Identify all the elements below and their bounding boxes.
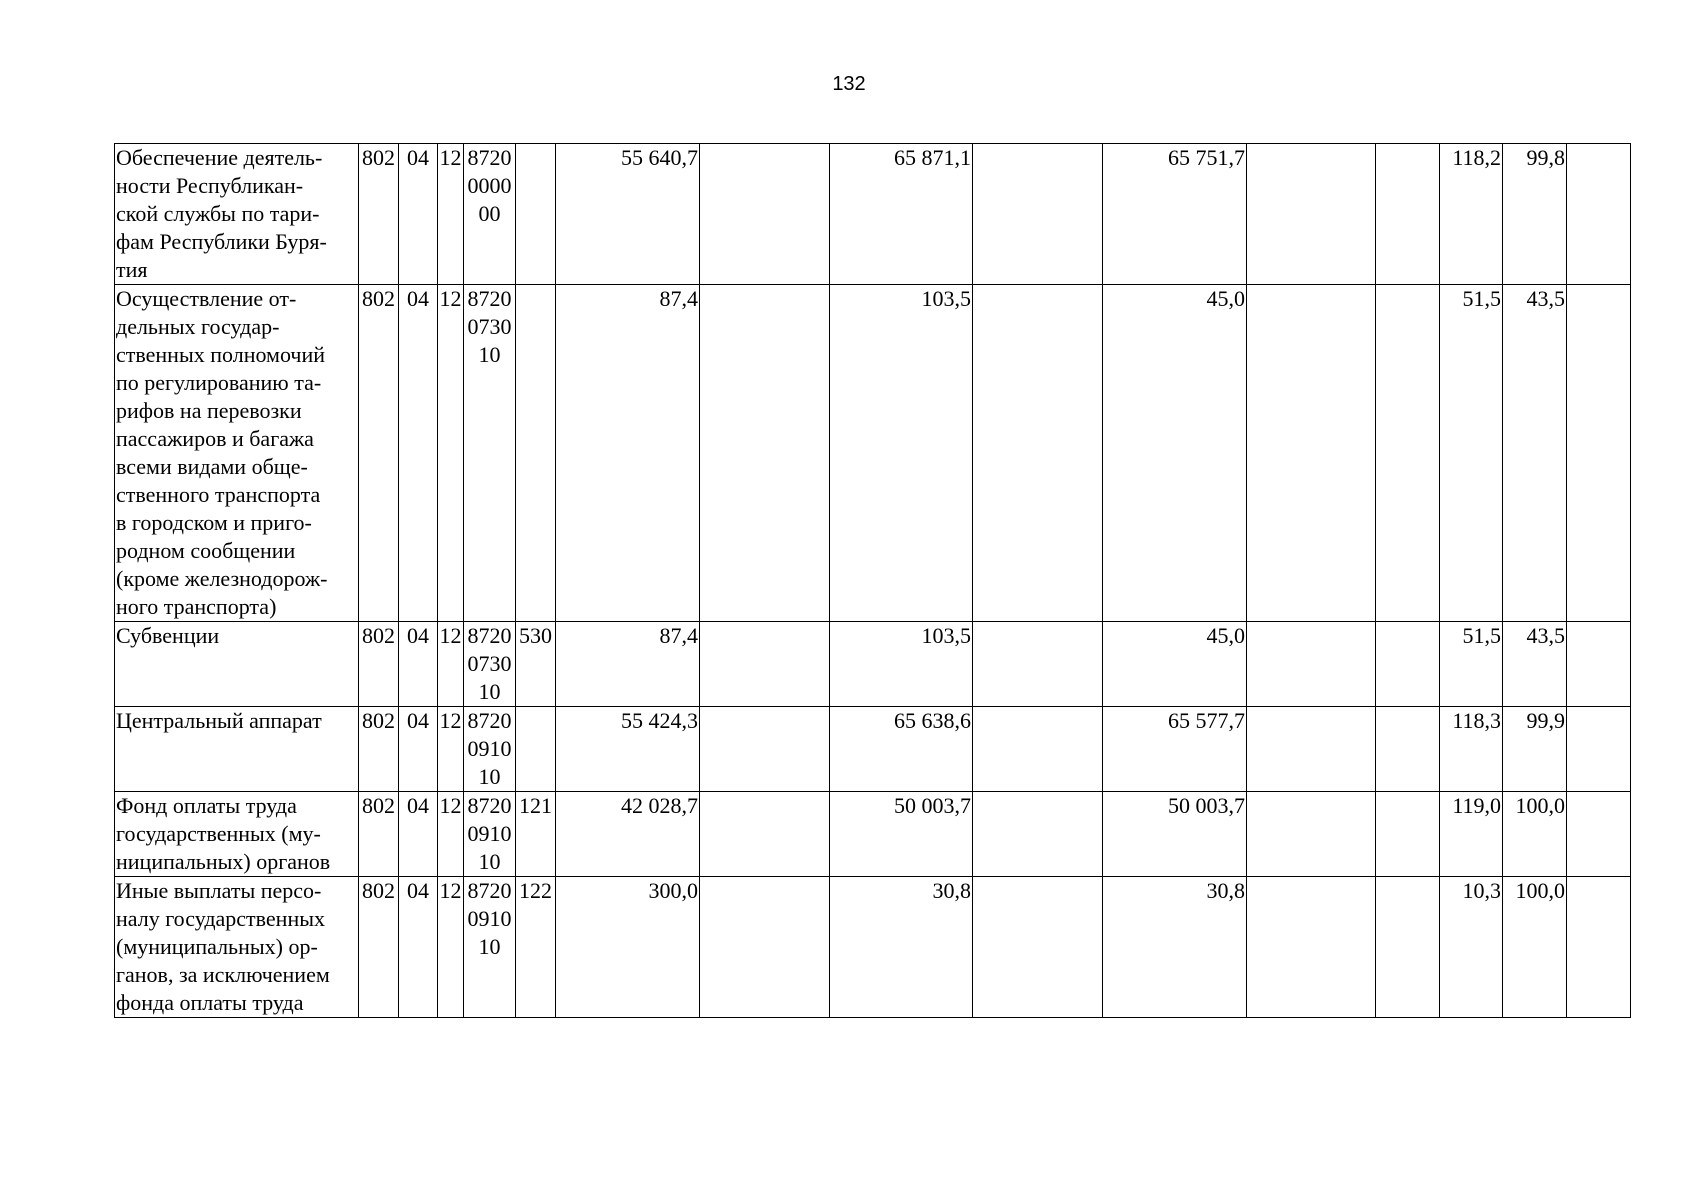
percent-2-cell: 99,8 xyxy=(1503,144,1567,285)
row-name-line: по регулированию та- xyxy=(116,370,322,395)
target-article-line: 10 xyxy=(478,679,501,704)
percent-1-cell: 118,2 xyxy=(1440,144,1503,285)
budget-table xyxy=(114,143,1631,1018)
row-name-line: налу государственных xyxy=(116,906,326,931)
empty-cell xyxy=(1247,285,1376,622)
row-name-line: ниципальных) органов xyxy=(116,849,331,874)
percent-1-cell: 51,5 xyxy=(1440,285,1503,622)
target-article-line: 0910 xyxy=(467,821,512,846)
row-name-line: (кроме железнодорож- xyxy=(116,566,328,591)
row-name-line: Иные выплаты персо- xyxy=(116,878,322,903)
value-2-cell: 65 638,6 xyxy=(830,707,973,792)
value-2-cell: 50 003,7 xyxy=(830,792,973,877)
empty-cell xyxy=(700,285,830,622)
empty-cell xyxy=(1247,622,1376,707)
value-1-cell: 55 640,7 xyxy=(556,144,700,285)
row-name-line: ного транспорта) xyxy=(116,594,277,619)
empty-cell xyxy=(1247,792,1376,877)
row-name-line: рифов на перевозки xyxy=(116,398,302,423)
value-3-cell: 65 577,7 xyxy=(1103,707,1247,792)
target-article-line: 10 xyxy=(478,934,501,959)
row-name-line: Центральный аппарат xyxy=(116,708,322,733)
row-name-line: Осуществление от- xyxy=(116,286,297,311)
table-row xyxy=(115,707,1631,792)
empty-cell xyxy=(700,877,830,1018)
target-article-line: 8720 xyxy=(467,793,512,818)
percent-1-cell: 51,5 xyxy=(1440,622,1503,707)
empty-cell xyxy=(1247,144,1376,285)
value-3-cell: 50 003,7 xyxy=(1103,792,1247,877)
subsection-code-cell: 12 xyxy=(438,877,464,1018)
target-article-line: 00 xyxy=(478,201,501,226)
empty-cell xyxy=(973,285,1103,622)
target-article-line: 0730 xyxy=(467,651,512,676)
percent-1-cell: 119,0 xyxy=(1440,792,1503,877)
row-name-line: Фонд оплаты труда xyxy=(116,793,297,818)
expense-type-cell: 121 xyxy=(516,792,556,877)
row-name-line: ности Республикан- xyxy=(116,173,304,198)
target-article-line: 0000 xyxy=(467,173,512,198)
empty-cell xyxy=(700,144,830,285)
row-name-cell xyxy=(115,707,359,792)
expense-type-cell: 122 xyxy=(516,877,556,1018)
value-1-cell: 55 424,3 xyxy=(556,707,700,792)
ved-code-cell: 802 xyxy=(359,877,399,1018)
expense-type-cell: 530 xyxy=(516,622,556,707)
subsection-code-cell: 12 xyxy=(438,792,464,877)
subsection-code-cell: 12 xyxy=(438,707,464,792)
table-row xyxy=(115,144,1631,285)
row-name-line: всеми видами обще- xyxy=(116,454,308,479)
empty-cell xyxy=(1376,285,1440,622)
target-article-cell xyxy=(464,707,516,792)
value-3-cell: 65 751,7 xyxy=(1103,144,1247,285)
table-row xyxy=(115,792,1631,877)
section-code-cell: 04 xyxy=(399,707,438,792)
target-article-line: 8720 xyxy=(467,145,512,170)
row-name-cell xyxy=(115,792,359,877)
ved-code-cell: 802 xyxy=(359,285,399,622)
empty-cell xyxy=(700,792,830,877)
table-row xyxy=(115,285,1631,622)
value-1-cell: 300,0 xyxy=(556,877,700,1018)
ved-code-cell: 802 xyxy=(359,707,399,792)
target-article-cell xyxy=(464,144,516,285)
empty-cell xyxy=(1376,877,1440,1018)
page-number: 132 xyxy=(832,73,866,95)
empty-cell xyxy=(1567,144,1631,285)
target-article-cell xyxy=(464,792,516,877)
target-article-line: 8720 xyxy=(467,286,512,311)
section-code-cell: 04 xyxy=(399,792,438,877)
row-name-line: ганов, за исключением xyxy=(116,962,330,987)
value-3-cell: 30,8 xyxy=(1103,877,1247,1018)
row-name-line: в городском и приго- xyxy=(116,510,312,535)
row-name-cell xyxy=(115,622,359,707)
ved-code-cell: 802 xyxy=(359,144,399,285)
row-name-cell xyxy=(115,285,359,622)
row-name-line: ской службы по тари- xyxy=(116,201,320,226)
expense-type-cell xyxy=(516,707,556,792)
row-name-line: Субвенции xyxy=(116,623,220,648)
subsection-code-cell: 12 xyxy=(438,144,464,285)
value-2-cell: 30,8 xyxy=(830,877,973,1018)
row-name-line: тия xyxy=(116,257,148,282)
target-article-line: 10 xyxy=(478,849,501,874)
target-article-line: 10 xyxy=(478,342,501,367)
empty-cell xyxy=(973,792,1103,877)
section-code-cell: 04 xyxy=(399,877,438,1018)
value-3-cell: 45,0 xyxy=(1103,622,1247,707)
empty-cell xyxy=(700,707,830,792)
table-row xyxy=(115,622,1631,707)
value-3-cell: 45,0 xyxy=(1103,285,1247,622)
expense-type-cell xyxy=(516,144,556,285)
empty-cell xyxy=(973,707,1103,792)
percent-2-cell: 100,0 xyxy=(1503,877,1567,1018)
table-row xyxy=(115,877,1631,1018)
target-article-line: 0910 xyxy=(467,906,512,931)
target-article-line: 0910 xyxy=(467,736,512,761)
row-name-line: фонда оплаты труда xyxy=(116,990,304,1015)
value-2-cell: 103,5 xyxy=(830,285,973,622)
row-name-line: ственного транспорта xyxy=(116,482,321,507)
section-code-cell: 04 xyxy=(399,144,438,285)
row-name-line: ственных полномочий xyxy=(116,342,326,367)
row-name-cell xyxy=(115,877,359,1018)
section-code-cell: 04 xyxy=(399,285,438,622)
expense-type-cell xyxy=(516,285,556,622)
empty-cell xyxy=(1247,707,1376,792)
empty-cell xyxy=(1376,144,1440,285)
row-name-line: пассажиров и багажа xyxy=(116,426,314,451)
value-2-cell: 103,5 xyxy=(830,622,973,707)
row-name-line: государственных (му- xyxy=(116,821,321,846)
target-article-cell xyxy=(464,877,516,1018)
empty-cell xyxy=(973,144,1103,285)
empty-cell xyxy=(1376,622,1440,707)
row-name-line: дельных государ- xyxy=(116,314,280,339)
target-article-line: 8720 xyxy=(467,708,512,733)
table-body xyxy=(115,144,1631,1018)
target-article-line: 10 xyxy=(478,764,501,789)
row-name-line: Обеспечение деятель- xyxy=(116,145,323,170)
empty-cell xyxy=(1567,622,1631,707)
target-article-line: 8720 xyxy=(467,623,512,648)
empty-cell xyxy=(1567,792,1631,877)
percent-2-cell: 100,0 xyxy=(1503,792,1567,877)
value-1-cell: 87,4 xyxy=(556,285,700,622)
percent-2-cell: 43,5 xyxy=(1503,622,1567,707)
percent-2-cell: 43,5 xyxy=(1503,285,1567,622)
empty-cell xyxy=(1567,285,1631,622)
section-code-cell: 04 xyxy=(399,622,438,707)
empty-cell xyxy=(1567,877,1631,1018)
value-1-cell: 87,4 xyxy=(556,622,700,707)
target-article-cell xyxy=(464,622,516,707)
empty-cell xyxy=(700,622,830,707)
percent-2-cell: 99,9 xyxy=(1503,707,1567,792)
percent-1-cell: 10,3 xyxy=(1440,877,1503,1018)
percent-1-cell: 118,3 xyxy=(1440,707,1503,792)
row-name-line: (муниципальных) ор- xyxy=(116,934,318,959)
row-name-cell xyxy=(115,144,359,285)
ved-code-cell: 802 xyxy=(359,792,399,877)
row-name-line: родном сообщении xyxy=(116,538,296,563)
target-article-line: 0730 xyxy=(467,314,512,339)
empty-cell xyxy=(973,622,1103,707)
empty-cell xyxy=(1567,707,1631,792)
empty-cell xyxy=(1376,792,1440,877)
empty-cell xyxy=(1247,877,1376,1018)
subsection-code-cell: 12 xyxy=(438,622,464,707)
ved-code-cell: 802 xyxy=(359,622,399,707)
target-article-line: 8720 xyxy=(467,878,512,903)
target-article-cell xyxy=(464,285,516,622)
subsection-code-cell: 12 xyxy=(438,285,464,622)
value-1-cell: 42 028,7 xyxy=(556,792,700,877)
row-name-line: фам Республики Буря- xyxy=(116,229,327,254)
value-2-cell: 65 871,1 xyxy=(830,144,973,285)
empty-cell xyxy=(973,877,1103,1018)
empty-cell xyxy=(1376,707,1440,792)
